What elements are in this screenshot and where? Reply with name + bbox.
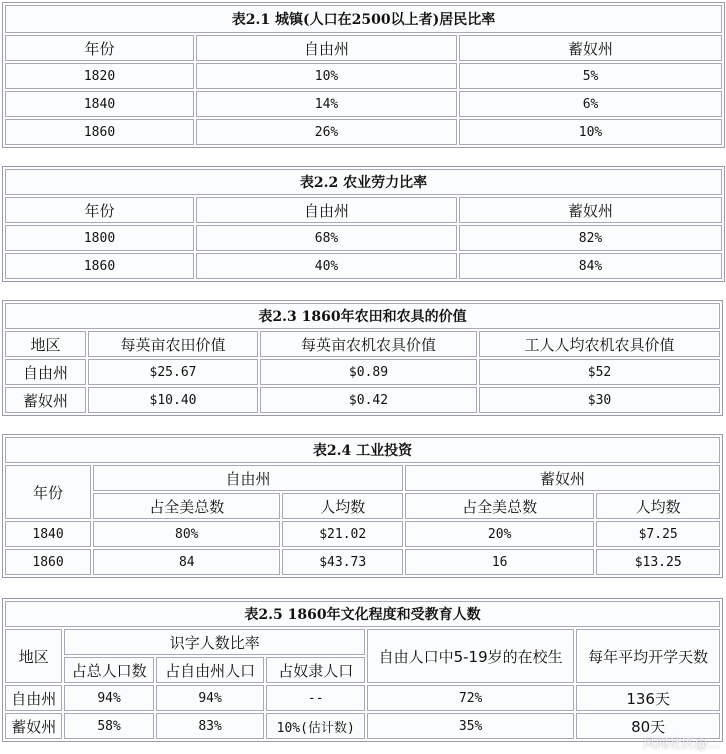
cell-land: $10.40: [88, 387, 258, 413]
cell-slave: 5%: [459, 63, 722, 89]
cell-free-per-capita: $21.02: [282, 521, 403, 547]
header-per-capita: 人均数: [282, 493, 403, 519]
cell-school-days: 80天: [576, 713, 720, 739]
cell-slave: 6%: [459, 91, 722, 117]
cell-year: 1860: [5, 119, 194, 145]
header-of-free-state-population: 占自由州人口: [156, 657, 265, 683]
header-region: 地区: [5, 629, 62, 683]
header-of-slave-population: 占奴隶人口: [266, 657, 365, 683]
table-caption: 表2.4 工业投资: [5, 437, 720, 463]
cell-free-share: 84: [93, 549, 280, 575]
cell-total-literacy: 58%: [64, 713, 153, 739]
cell-machinery: $0.42: [260, 387, 477, 413]
header-literacy-rate: 识字人数比率: [64, 629, 365, 655]
cell-year: 1840: [5, 521, 91, 547]
table-caption: 表2.3 1860年农田和农具的价值: [5, 303, 720, 329]
header-slave-states: 蓄奴州: [459, 35, 722, 61]
cell-enrollment: 35%: [367, 713, 574, 739]
cell-per-worker: $30: [479, 387, 720, 413]
table-row: [5, 549, 720, 575]
cell-slave-per-capita: $7.25: [596, 521, 720, 547]
cell-total-literacy: 94%: [64, 685, 153, 711]
table-farm-labor: [2, 166, 725, 282]
cell-enrollment: 72%: [367, 685, 574, 711]
cell-per-worker: $52: [479, 359, 720, 385]
table-caption: 表2.2 农业劳力比率: [5, 169, 722, 195]
table-row: [5, 91, 722, 117]
table-literacy-education: [2, 598, 723, 742]
watermark: 风闻社区@...: [642, 737, 720, 752]
header-free-states: 自由州: [196, 35, 457, 61]
cell-region: 蓄奴州: [5, 713, 62, 739]
cell-slave: 84%: [459, 253, 722, 279]
cell-land: $25.67: [88, 359, 258, 385]
cell-slave: 10%: [459, 119, 722, 145]
cell-machinery: $0.89: [260, 359, 477, 385]
cell-year: 1800: [5, 225, 194, 251]
table-row: [5, 387, 720, 413]
cell-free: 68%: [196, 225, 457, 251]
header-school-days: 每年平均开学天数: [576, 629, 720, 683]
cell-free: 14%: [196, 91, 457, 117]
cell-region: 蓄奴州: [5, 387, 86, 413]
header-free-states: 自由州: [196, 197, 457, 223]
table-farm-value: [2, 300, 723, 416]
header-per-worker-value: 工人人均农机农具价值: [479, 331, 720, 357]
table-row: [5, 359, 720, 385]
cell-free-share: 80%: [93, 521, 280, 547]
header-share-national: 占全美总数: [405, 493, 594, 519]
table-row: [5, 713, 720, 739]
header-year: 年份: [5, 465, 91, 519]
header-of-total-population: 占总人口数: [64, 657, 153, 683]
cell-year: 1860: [5, 549, 91, 575]
cell-slave-per-capita: $13.25: [596, 549, 720, 575]
table-row: [5, 119, 722, 145]
cell-free-literacy: 94%: [156, 685, 265, 711]
header-machinery-value: 每英亩农机农具价值: [260, 331, 477, 357]
table-urban-residents: [2, 2, 725, 148]
header-per-capita: 人均数: [596, 493, 720, 519]
cell-slave-literacy: 10%(估计数): [266, 713, 365, 739]
table-caption: 表2.5 1860年文化程度和受教育人数: [5, 601, 720, 627]
cell-slave: 82%: [459, 225, 722, 251]
header-slave-states: 蓄奴州: [459, 197, 722, 223]
cell-school-days: 136天: [576, 685, 720, 711]
cell-free-per-capita: $43.73: [282, 549, 403, 575]
header-free-states: 自由州: [93, 465, 403, 491]
header-year: 年份: [5, 197, 194, 223]
header-school-enrollment: 自由人口中5-19岁的在校生: [367, 629, 574, 683]
header-region: 地区: [5, 331, 86, 357]
table-row: [5, 63, 722, 89]
cell-year: 1840: [5, 91, 194, 117]
cell-free-literacy: 83%: [156, 713, 265, 739]
table-caption: 表2.1 城镇(人口在2500以上者)居民比率: [5, 5, 722, 33]
cell-year: 1820: [5, 63, 194, 89]
cell-free: 40%: [196, 253, 457, 279]
header-year: 年份: [5, 35, 194, 61]
cell-free: 26%: [196, 119, 457, 145]
header-land-value: 每英亩农田价值: [88, 331, 258, 357]
cell-region: 自由州: [5, 359, 86, 385]
table-row: [5, 521, 720, 547]
cell-region: 自由州: [5, 685, 62, 711]
cell-year: 1860: [5, 253, 194, 279]
header-share-national: 占全美总数: [93, 493, 280, 519]
cell-slave-share: 20%: [405, 521, 594, 547]
table-row: [5, 685, 720, 711]
header-slave-states: 蓄奴州: [405, 465, 720, 491]
cell-free: 10%: [196, 63, 457, 89]
table-row: [5, 253, 722, 279]
cell-slave-share: 16: [405, 549, 594, 575]
table-row: [5, 225, 722, 251]
table-industrial-investment: [2, 434, 723, 578]
cell-slave-literacy: --: [266, 685, 365, 711]
